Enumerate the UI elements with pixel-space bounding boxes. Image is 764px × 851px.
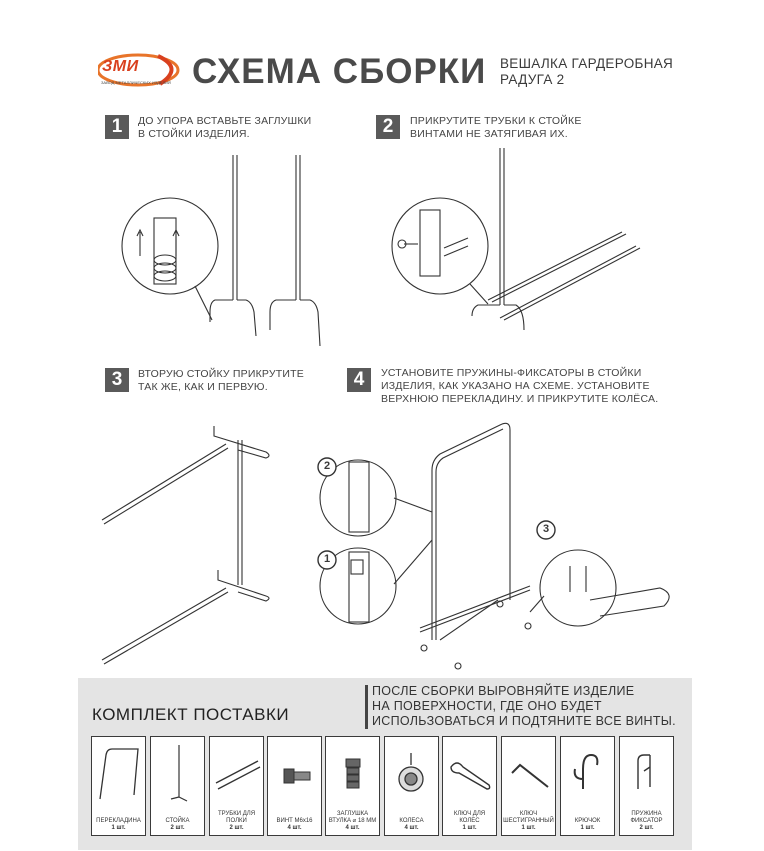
kit-item-name: ТРУБКИ ДЛЯ ПОЛКИ bbox=[217, 811, 256, 824]
note-divider bbox=[365, 685, 368, 729]
kit-item-name: СТОЙКА bbox=[165, 818, 190, 824]
kit-item-spring-clip bbox=[619, 736, 674, 836]
kit-item-screw bbox=[267, 736, 322, 836]
kit-item-qty: 1 шт. bbox=[462, 825, 477, 831]
kit-item-qty: 4 шт. bbox=[404, 825, 419, 831]
kit-item-upright bbox=[150, 736, 205, 836]
detail-marker-2: 2 bbox=[323, 460, 331, 472]
kit-item-plug bbox=[325, 736, 380, 836]
product-name-line1: ВЕШАЛКА ГАРДЕРОБНАЯ bbox=[500, 56, 674, 71]
step-4-line1: УСТАНОВИТЕ ПРУЖИНЫ-ФИКСАТОРЫ В СТОЙКИ bbox=[381, 367, 642, 379]
kit-item-qty: 4 шт. bbox=[345, 825, 360, 831]
step-4-number: 4 bbox=[347, 368, 371, 392]
step-2-number: 2 bbox=[376, 115, 400, 139]
step-2-tube-illustration bbox=[392, 148, 640, 330]
step-4-line3: ВЕРХНЮЮ ПЕРЕКЛАДИНУ. И ПРИКРУТИТЕ КОЛЁСА. bbox=[381, 393, 659, 405]
detail-marker-3: 3 bbox=[542, 523, 550, 535]
step-1-upright-illustration bbox=[122, 155, 320, 346]
kit-item-name: КОЛЕСА bbox=[399, 818, 424, 824]
plug-icon bbox=[326, 739, 381, 809]
screw-icon bbox=[268, 739, 323, 809]
assembly-note bbox=[372, 684, 692, 729]
step-1-line2: В СТОЙКИ ИЗДЕЛИЯ. bbox=[138, 128, 250, 140]
detail-marker-1: 1 bbox=[323, 553, 331, 565]
step-3-line1: ВТОРУЮ СТОЙКУ ПРИКРУТИТЕ bbox=[138, 368, 304, 380]
crossbar-icon bbox=[92, 739, 147, 809]
kit-item-hook bbox=[560, 736, 615, 836]
kit-item-name: ВИНТ М6х16 bbox=[276, 818, 313, 824]
hex-key-icon bbox=[502, 739, 557, 809]
kit-item-qty: 2 шт. bbox=[639, 825, 654, 831]
kit-item-hex-key bbox=[501, 736, 556, 836]
kit-item-qty: 1 шт. bbox=[580, 825, 595, 831]
spring-clip-icon bbox=[620, 739, 675, 809]
kit-item-qty: 1 шт. bbox=[521, 825, 536, 831]
step-3-number: 3 bbox=[105, 368, 129, 392]
shelf-tube-icon bbox=[210, 739, 265, 809]
kit-item-shelf-tubes bbox=[209, 736, 264, 836]
kit-item-name: КЛЮЧ ШЕСТИГРАННЫЙ bbox=[503, 811, 554, 824]
logo-subtext: ЗАВОД МЕТАЛЛИЧЕСКИХ ИЗДЕЛИЙ bbox=[101, 80, 171, 85]
step-1-line1: ДО УПОРА ВСТАВЬТЕ ЗАГЛУШКИ bbox=[138, 115, 312, 127]
kit-item-qty: 2 шт. bbox=[170, 825, 185, 831]
kit-item-wheels bbox=[384, 736, 439, 836]
note-line2: НА ПОВЕРХНОСТИ, ГДЕ ОНО БУДЕТ bbox=[372, 699, 602, 713]
kit-item-qty: 2 шт. bbox=[229, 825, 244, 831]
hook-icon bbox=[561, 739, 616, 809]
kit-item-qty: 4 шт. bbox=[287, 825, 302, 831]
product-name-line2: РАДУГА 2 bbox=[500, 72, 565, 87]
kit-item-name: ЗАГЛУШКА ВТУЛКА ⌀ 18 ММ bbox=[328, 811, 377, 824]
step-3-line2: ТАК ЖЕ, КАК И ПЕРВУЮ. bbox=[138, 381, 268, 393]
step-4-rack-illustration bbox=[320, 423, 669, 669]
wrench-icon bbox=[443, 739, 498, 809]
step-1-number: 1 bbox=[105, 115, 129, 139]
step-3-frame-illustration bbox=[102, 426, 269, 664]
note-line3: ИСПОЛЬЗОВАТЬСЯ И ПОДТЯНИТЕ ВСЕ ВИНТЫ. bbox=[372, 714, 676, 728]
kit-item-name: ПЕРЕКЛАДИНА bbox=[96, 818, 141, 824]
step-2-line1: ПРИКРУТИТЕ ТРУБКИ К СТОЙКЕ bbox=[410, 115, 582, 127]
kit-item-name: КРЮЧОК bbox=[574, 818, 601, 824]
kit-item-name: КЛЮЧ ДЛЯ КОЛЕС bbox=[453, 811, 486, 824]
step-2-line2: ВИНТАМИ НЕ ЗАТЯГИВАЯ ИХ. bbox=[410, 128, 568, 140]
note-line1: ПОСЛЕ СБОРКИ ВЫРОВНЯЙТЕ ИЗДЕЛИЕ bbox=[372, 684, 635, 698]
page-title: СХЕМА СБОРКИ bbox=[192, 52, 487, 91]
wheel-icon bbox=[385, 739, 440, 809]
logo-text: ЗМИ bbox=[102, 58, 139, 75]
kit-item-qty: 1 шт. bbox=[111, 825, 126, 831]
kit-item-crossbar bbox=[91, 736, 146, 836]
step-4-line2: ИЗДЕЛИЯ, КАК УКАЗАНО НА СХЕМЕ. УСТАНОВИТЕ bbox=[381, 380, 650, 392]
kit-title: КОМПЛЕКТ ПОСТАВКИ bbox=[92, 705, 290, 724]
upright-icon bbox=[151, 739, 206, 809]
kit-item-name: ПРУЖИНА ФИКСАТОР bbox=[630, 811, 663, 824]
kit-item-wheel-wrench bbox=[442, 736, 497, 836]
